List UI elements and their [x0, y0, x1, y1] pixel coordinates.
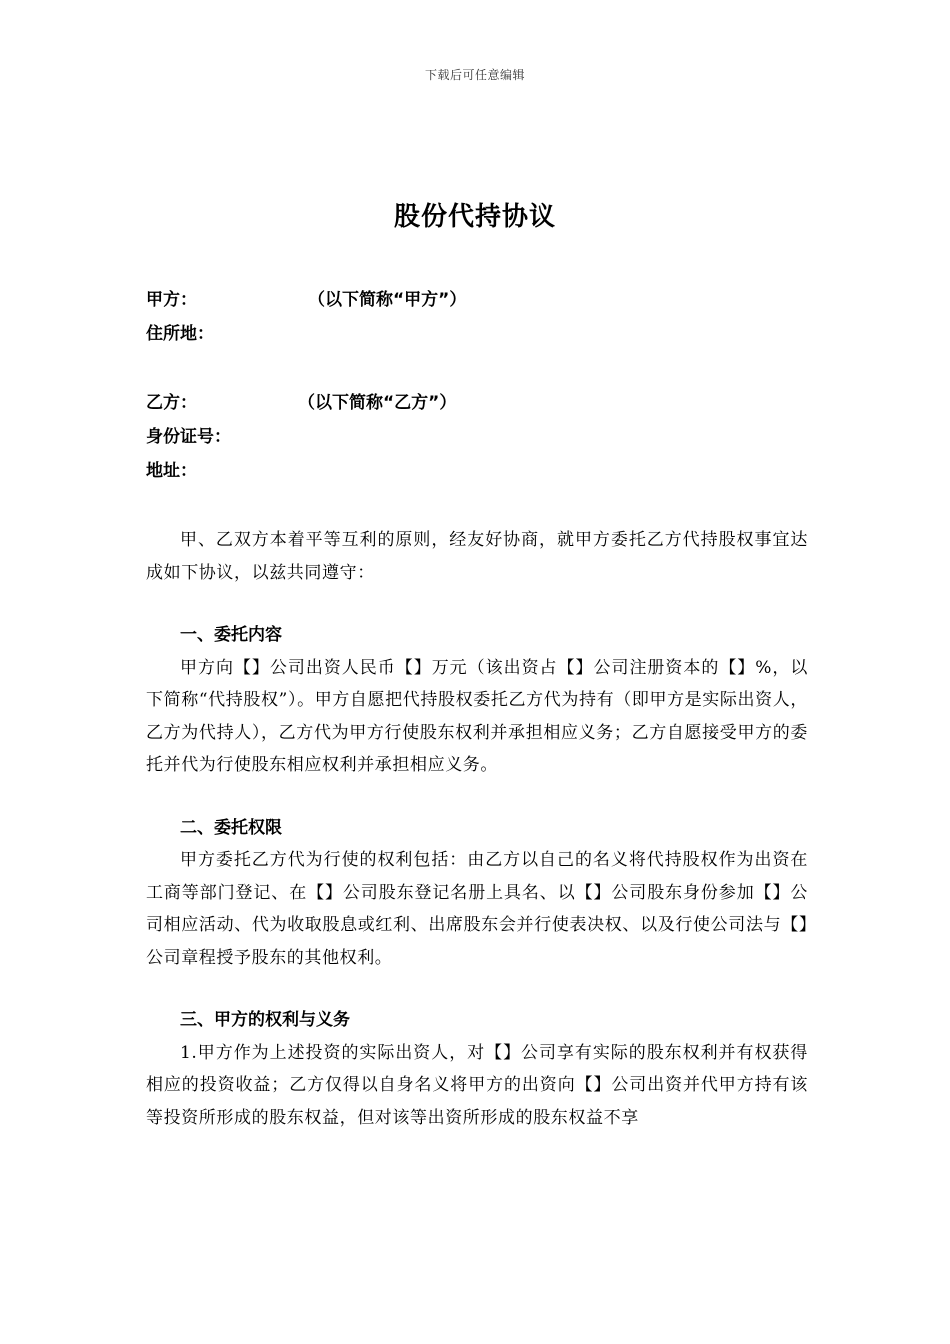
party-a-block: [146, 283, 826, 351]
document-title: 股份代持协议: [393, 202, 556, 232]
party-a-address-line: [146, 317, 826, 351]
section-paragraph: 1.甲方作为上述投资的实际出资人，对【】公司享有实际的股东权利并有权获得相应的投资收益；乙方仅得以自身名义将甲方的出资向【】公司出资并代甲方持有该等投资所形成的股东权益，但对该等出资所形成的股东权益不享: [146, 1042, 808, 1128]
section-heading: 一、委托内容: [180, 625, 282, 645]
party-b-id-line: [146, 420, 826, 454]
party-b-alias: （以下简称“乙方”）: [298, 393, 457, 413]
page-header-note: 下载后可任意编辑: [424, 68, 525, 82]
party-b-line: [146, 386, 826, 420]
party-b-id-label: 身份证号：: [146, 427, 231, 447]
section-heading: 二、委托权限: [180, 817, 282, 838]
section-heading: 三、甲方的权利与义务: [180, 1010, 350, 1030]
intro-paragraph: 甲、乙双方本着平等互利的原则，经友好协商，就甲方委托乙方代持股权事宜达成如下协议，以兹共同遵守：: [146, 530, 808, 583]
section-paragraph: 甲方向【】公司出资人民币【】万元（该出资占【】公司注册资本的【】%，以下简称“代持股权”）。甲方自愿把代持股权委托乙方代为持有（即甲方是实际出资人，乙方为代持人），乙方代为甲方行使股东权利并承担相应义务；乙方自愿接受甲方的委托并代为行使股东相应权利并承担相应义务。: [146, 657, 808, 775]
section-paragraph: 甲方委托乙方代为行使的权利包括：由乙方以自己的名义将代持股权作为出资在工商等部门登记、在【】公司股东登记名册上具名、以【】公司股东身份参加【】公司相应活动、代为收取股息或红利、出席股东会并行使表决权、以及行使公司法与【】公司章程授予股东的其他权利。: [146, 850, 808, 968]
party-b-address-line: [146, 454, 826, 488]
party-b-label: 乙方：: [146, 393, 197, 413]
party-a-label: 甲方：: [146, 290, 197, 310]
agreement-body: [146, 524, 808, 1134]
party-a-address-label: 住所地：: [146, 324, 214, 344]
party-a-alias: （以下简称“甲方”）: [308, 290, 467, 310]
party-a-line: [146, 283, 826, 317]
party-b-address-label: 地址：: [146, 461, 197, 481]
party-b-block: [146, 386, 826, 488]
